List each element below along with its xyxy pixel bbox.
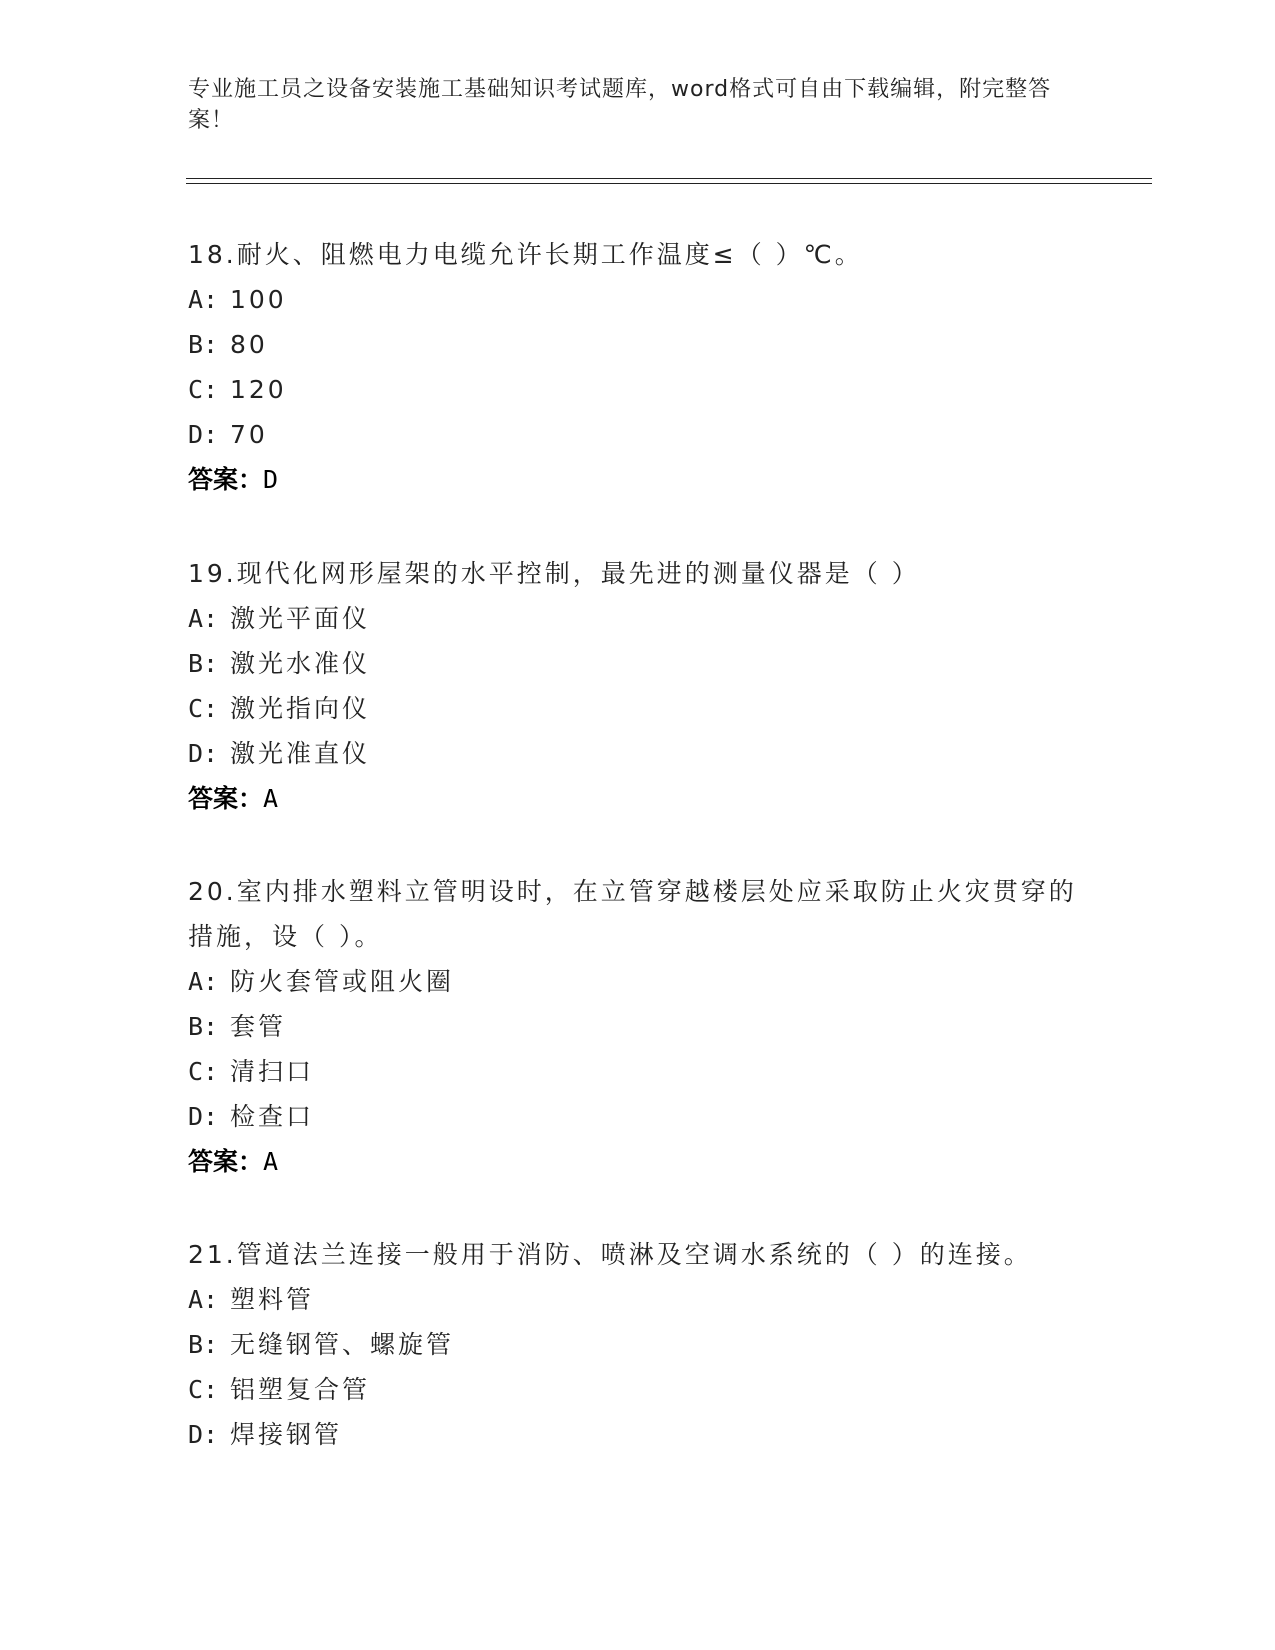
option-text: 120 bbox=[230, 375, 287, 404]
option-d bbox=[188, 731, 1088, 776]
question-text: 19.现代化网形屋架的水平控制，最先进的测量仪器是（ ） bbox=[188, 559, 920, 588]
header-divider-bottom bbox=[186, 183, 1152, 184]
option-text: 激光准直仪 bbox=[230, 739, 371, 768]
option-text: 塑料管 bbox=[230, 1285, 315, 1314]
option-b bbox=[188, 322, 1088, 367]
option-b bbox=[188, 1004, 1088, 1049]
question-text: 18.耐火、阻燃电力电缆允许长期工作温度≤（ ）℃。 bbox=[188, 240, 863, 269]
option-text: 80 bbox=[230, 330, 268, 359]
option-text: 激光水准仪 bbox=[230, 649, 371, 678]
question-19 bbox=[188, 551, 1088, 821]
question-21 bbox=[188, 1232, 1088, 1457]
answer-line bbox=[188, 457, 1088, 502]
option-letter: D: bbox=[188, 1102, 219, 1131]
answer-label: 答案： bbox=[188, 784, 264, 813]
option-a bbox=[188, 596, 1088, 641]
answer-line bbox=[188, 776, 1088, 821]
answer-label: 答案： bbox=[188, 1147, 264, 1176]
option-text: 激光平面仪 bbox=[230, 604, 371, 633]
option-letter: A: bbox=[188, 1285, 219, 1314]
answer-line bbox=[188, 1139, 1088, 1184]
option-text: 100 bbox=[230, 285, 287, 314]
question-18 bbox=[188, 232, 1088, 502]
option-letter: C: bbox=[188, 1375, 219, 1404]
header-description: 专业施工员之设备安装施工基础知识考试题库，word格式可自由下载编辑，附完整答案！ bbox=[188, 77, 1052, 133]
option-text: 70 bbox=[230, 420, 268, 449]
option-a bbox=[188, 959, 1088, 1004]
option-d bbox=[188, 1094, 1088, 1139]
option-d bbox=[188, 412, 1088, 457]
option-c bbox=[188, 1367, 1088, 1412]
option-letter: C: bbox=[188, 694, 219, 723]
answer-value: A bbox=[263, 784, 279, 813]
question-20 bbox=[188, 869, 1088, 1184]
option-letter: D: bbox=[188, 739, 219, 768]
option-c bbox=[188, 1049, 1088, 1094]
question-text: 20.室内排水塑料立管明设时，在立管穿越楼层处应采取防止火灾贯穿的措施，设（ ）。 bbox=[188, 877, 1077, 951]
header-divider-top bbox=[186, 178, 1152, 179]
option-letter: A: bbox=[188, 967, 219, 996]
question-text: 21.管道法兰连接一般用于消防、喷淋及空调水系统的（ ）的连接。 bbox=[188, 1240, 1032, 1269]
option-text: 无缝钢管、螺旋管 bbox=[230, 1330, 455, 1359]
option-d bbox=[188, 1412, 1088, 1457]
option-a bbox=[188, 1277, 1088, 1322]
option-letter: A: bbox=[188, 604, 219, 633]
option-letter: B: bbox=[188, 1330, 219, 1359]
option-a bbox=[188, 277, 1088, 322]
option-letter: C: bbox=[188, 1057, 219, 1086]
answer-value: D bbox=[263, 465, 279, 494]
option-text: 铝塑复合管 bbox=[230, 1375, 371, 1404]
option-text: 防火套管或阻火圈 bbox=[230, 967, 455, 996]
option-text: 清扫口 bbox=[230, 1057, 315, 1086]
option-text: 套管 bbox=[230, 1012, 287, 1041]
answer-value: A bbox=[263, 1147, 279, 1176]
option-text: 检查口 bbox=[230, 1102, 315, 1131]
option-text: 焊接钢管 bbox=[230, 1420, 343, 1449]
option-text: 激光指向仪 bbox=[230, 694, 371, 723]
option-letter: C: bbox=[188, 375, 219, 404]
option-c bbox=[188, 367, 1088, 412]
option-c bbox=[188, 686, 1088, 731]
option-b bbox=[188, 1322, 1088, 1367]
option-letter: B: bbox=[188, 649, 219, 678]
option-letter: B: bbox=[188, 1012, 219, 1041]
option-b bbox=[188, 641, 1088, 686]
answer-label: 答案： bbox=[188, 465, 264, 494]
option-letter: A: bbox=[188, 285, 219, 314]
option-letter: D: bbox=[188, 1420, 219, 1449]
option-letter: D: bbox=[188, 420, 219, 449]
option-letter: B: bbox=[188, 330, 219, 359]
